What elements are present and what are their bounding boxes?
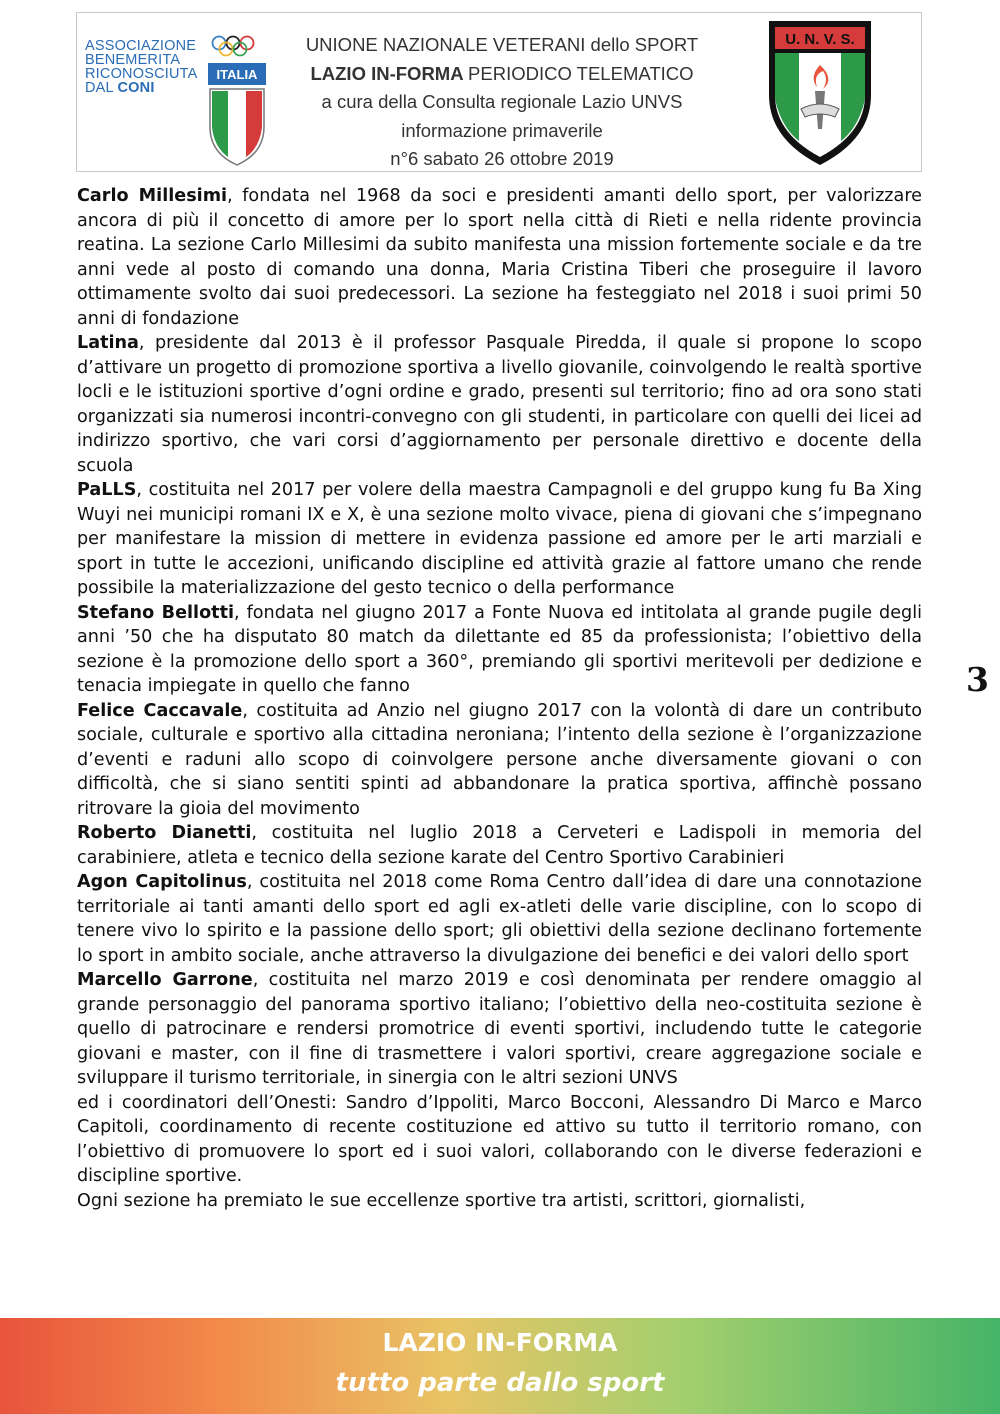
paragraph-section: Marcello Garrone, costituita nel marzo 2019 e così denominata per rendere omaggio al grande personaggio del panorama sportivo italiano; l’obiettivo della neo-costituita sezione è quello di patrocinare e rendersi promotrice di eventi sportivi, includendo tutte le categorie giovani e master, con il fine di trasmettere i valori sportivi, creare aggregazione sociale e sviluppare il turismo territoriale, in sinergia con le altri sezioni UNVS bbox=[77, 970, 923, 1088]
header-periodical-name: LAZIO IN-FORMA bbox=[310, 62, 469, 84]
header bbox=[76, 12, 922, 172]
footer-tagline: tutto parte dallo sport bbox=[335, 1368, 665, 1398]
section-name: Roberto Dianetti bbox=[77, 823, 252, 843]
coni-line-2: BENEMERITA bbox=[85, 52, 181, 68]
header-line-info: informazione primaverile bbox=[401, 119, 603, 141]
header-line-issue-date: n°6 sabato 26 ottobre 2019 bbox=[390, 148, 614, 169]
olympic-rings-icon bbox=[209, 35, 269, 57]
paragraph-section: Roberto Dianetti, costituita nel luglio 2018 a Cerveteri e Ladispoli in memoria del carabiniere, atleta e tecnico della sezione karate del Centro Sportivo Carabinieri bbox=[77, 823, 922, 868]
footer-banner bbox=[0, 1318, 1000, 1414]
paragraph-coordinators: ed i coordinatori dell’Onesti: Sandro d’Ippoliti, Marco Bocconi, Alessandro Di Marco e Marco Capitoli, coordinamento di recente costituzione ed attivo su tutto il territorio romano, con l’obiettivo di promuovere lo sport ed i suoi valori, collaborando con le diverse federazioni e discipline sportive. bbox=[77, 1092, 922, 1186]
coni-line-4: DAL CONI bbox=[85, 80, 155, 96]
coni-logo bbox=[81, 35, 269, 165]
paragraph-section: Agon Capitolinus, costituita nel 2018 come Roma Centro dall’idea di dare una connotazione territoriale ai tanti amanti dello sport ed agli ex-atleti delle varie discipline, con lo scopo di tenere vivo lo spirito e la passione dello sport; gli obiettivi della sezione declinano fortemente lo sport in ambito sociale, anche attraverso la divulgazione dei benefici e dei valori dello sport bbox=[77, 872, 922, 966]
coni-line-3: RICONOSCIUTA bbox=[85, 66, 198, 82]
paragraph-section: Stefano Bellotti, fondata nel giugno 2017 a Fonte Nuova ed intitolata al grande pugile degli anni ’50 che ha disputato 80 match da dilettante ed 85 da professionista; l’obiettivo della sezione è la promozione dello sport a 360°, premiando gli sportivi meritevoli per dedizione e tenacia impiegate in quello che fanno bbox=[77, 602, 922, 696]
section-name: Latina bbox=[77, 333, 139, 353]
header-line-curator: a cura della Consulta regionale Lazio UNVS bbox=[321, 91, 683, 112]
page-number: 3 bbox=[966, 660, 989, 699]
coni-logo-text bbox=[85, 39, 198, 95]
paragraph-section: Carlo Millesimi, fondata nel 1968 da soci e presidenti amanti dello sport, per valorizzare ancora di più il concetto di amore per lo sport nella città di Rieti e nella ridente provincia reatina. La sezione Carlo Millesimi da subito manifesta una mission fortemente sociale e da tre anni vede al posto di comando una donna, Maria Cristina Tiberi che proseguire il lavoro ottimamente svolto dai suoi predecessori. La sezione ha festeggiato nel 2018 i suoi primi 50 anni di fondazione bbox=[77, 186, 922, 329]
paragraph-section: Felice Caccavale, costituita ad Anzio nel giugno 2017 con la volontà di dare un contributo sociale, culturale e sportivo alla cittadina neroniana; l’intento della sezione è l’organizzazione d’eventi e raduni allo scopo di coinvolgere persone anche diversamente giovani o con difficoltà, che si siano sentiti spinti ad abbandonare la pratica sportiva, affinchè possano ritrovare la gioia del movimento bbox=[77, 700, 922, 819]
section-name: PaLLS bbox=[77, 480, 137, 500]
svg-text:U. N. V. S.: U. N. V. S. bbox=[785, 31, 855, 48]
section-name: Carlo Millesimi bbox=[77, 186, 228, 206]
svg-text:ITALIA: ITALIA bbox=[216, 67, 258, 82]
paragraph-awards: Ogni sezione ha premiato le sue eccellenze sportive tra artisti, scrittori, giornalisti, bbox=[77, 1190, 806, 1211]
header-line-periodical: LAZIO IN-FORMA PERIODICO TELEMATICO bbox=[310, 62, 694, 84]
article-body bbox=[77, 184, 922, 1213]
unvs-logo bbox=[765, 17, 875, 167]
section-name: Stefano Bellotti bbox=[77, 602, 235, 623]
section-name: Felice Caccavale bbox=[77, 700, 243, 721]
italia-shield-icon bbox=[206, 61, 268, 169]
paragraph-section: Latina, presidente dal 2013 è il professor Pasquale Piredda, il quale si propone lo scopo d’attivare un progetto di promozione sportiva a livello giovanile, coinvolgendo le realtà sportive locli e le istituzioni sportive d’ogni ordine e grado, presenti sul territorio; fino ad ora sono stati organizzati sia numerosi incontri-convegno con gli studenti, in particolare con quelli dei licei ad indirizzo sportivo, che vari corsi d’aggiornamento per personale direttivo e docente della scuola bbox=[77, 333, 922, 476]
coni-line-1: ASSOCIAZIONE bbox=[85, 38, 197, 54]
header-text bbox=[272, 31, 732, 174]
paragraph-section: PaLLS, costituita nel 2017 per volere della maestra Campagnoli e del gruppo kung fu Ba Xing Wuyi nei municipi romani IX e X, è una sezione molto vivace, piena di giovani che s’impegnano per manifestare la mission di mettere in evidenza passione ed amore per le arti marziali e sport in tutte le accezioni, unificando discipline ed attività grazie al fattore umano che rende possibile la materializzazione del gesto tecnico o della performance bbox=[77, 480, 922, 598]
header-line-org: UNIONE NAZIONALE VETERANI dello SPORT bbox=[305, 34, 699, 55]
section-name: Agon Capitolinus bbox=[77, 872, 247, 892]
footer-title: LAZIO IN-FORMA bbox=[382, 1328, 618, 1357]
section-name: Marcello Garrone bbox=[77, 970, 253, 990]
